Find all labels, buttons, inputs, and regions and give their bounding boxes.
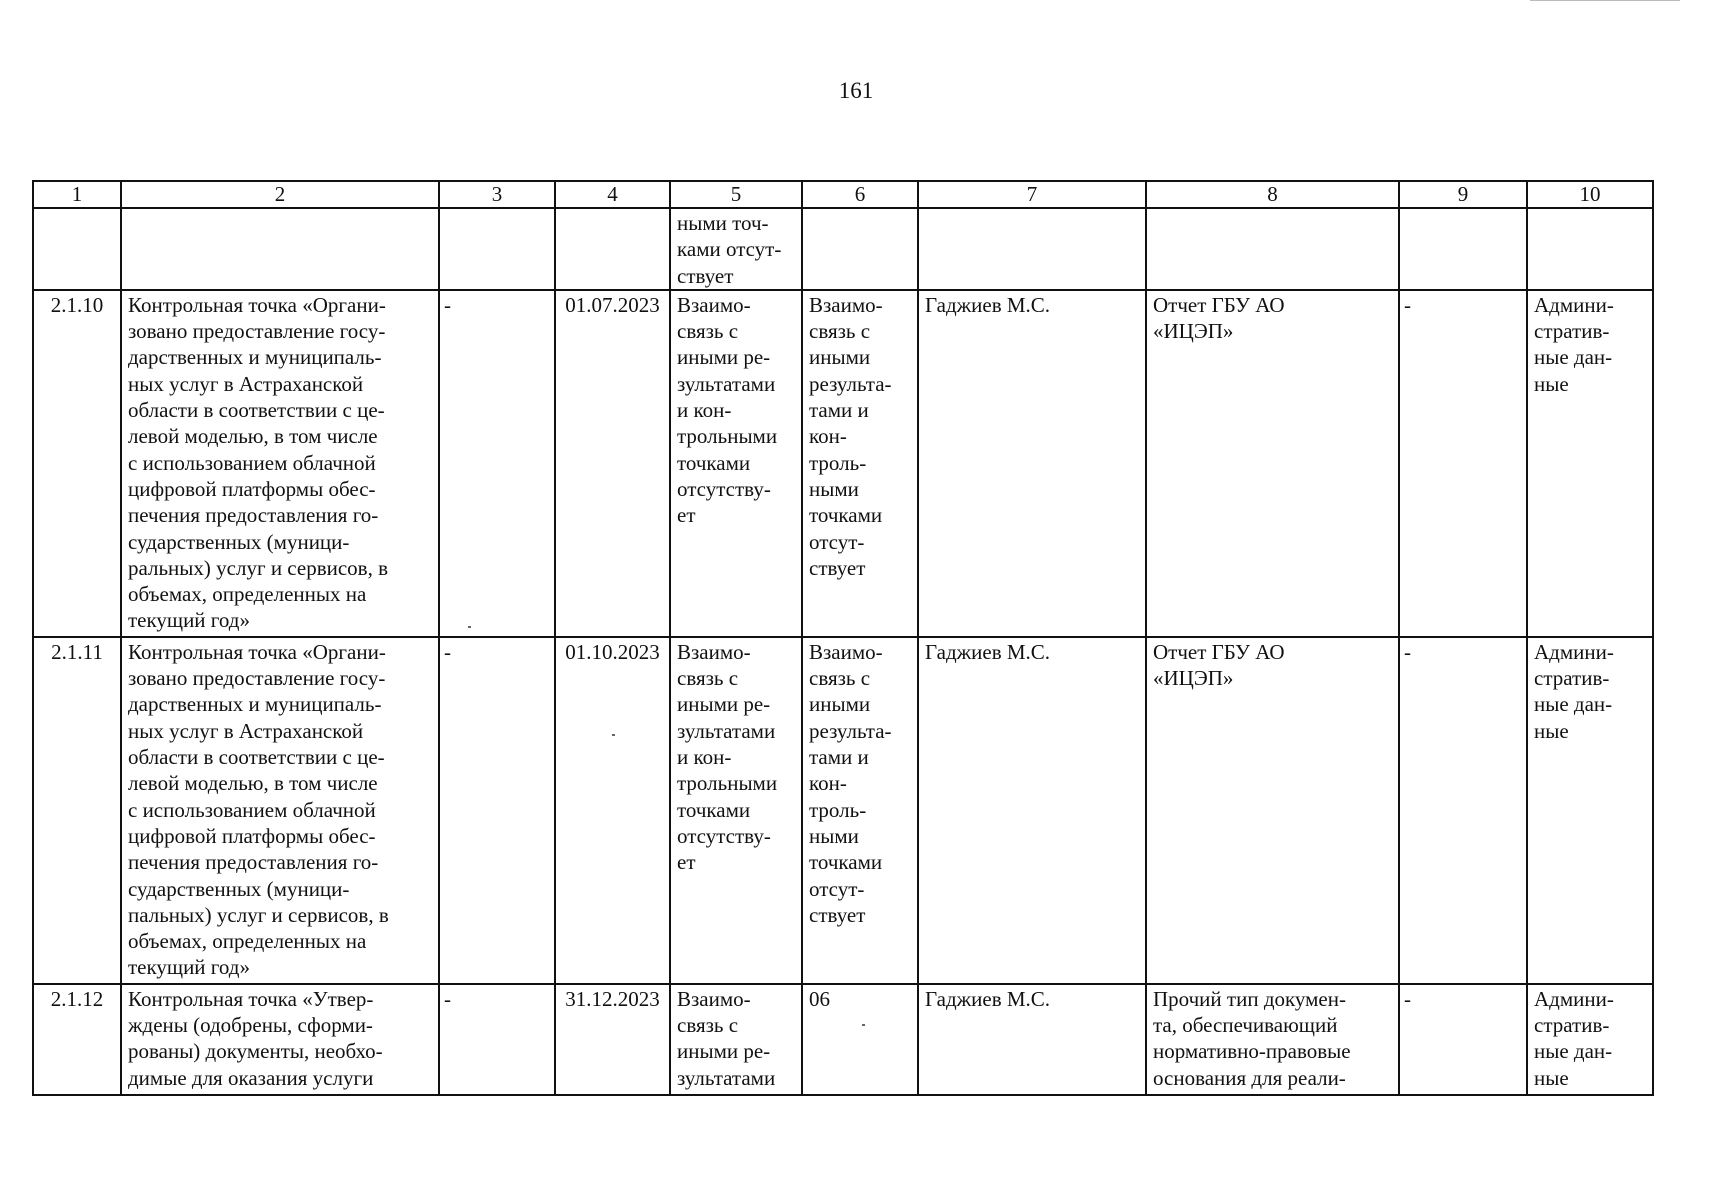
cell-empty xyxy=(439,208,555,290)
cell-col6: Взаимо- связь с иными результа- тами и кон- троль- ными точками отсут- ствует xyxy=(802,290,918,637)
col-header-8: 8 xyxy=(1146,181,1399,208)
cell-empty xyxy=(555,208,670,290)
cell-empty xyxy=(1527,208,1653,290)
cell-relations: Взаимо- связь с иными ре- зультатами xyxy=(670,984,802,1095)
col-header-9: 9 xyxy=(1399,181,1527,208)
table-row xyxy=(33,984,1653,1095)
cell-col9: - xyxy=(1399,290,1527,637)
cell-col3: - xyxy=(439,984,555,1095)
scan-speck xyxy=(468,626,471,628)
cell-name: Контрольная точка «Органи- зовано предоставление госу- дарственных и муниципаль- ных услуг в Астраханской области в соответствии с це- левой моделью, в том числе с использованием облачной цифровой платформы обес- печения предоставления го- сударственных (муници- пальных) услуг и сервисов, в объемах, определенных на текущий год» xyxy=(121,637,439,984)
col-header-5: 5 xyxy=(670,181,802,208)
plan-table xyxy=(32,180,1654,1096)
cell-source: Админи- стратив- ные дан- ные xyxy=(1527,637,1653,984)
cell-responsible: Гаджиев М.С. xyxy=(918,637,1146,984)
header-row xyxy=(33,181,1653,208)
cell-empty xyxy=(121,208,439,290)
col-header-3: 3 xyxy=(439,181,555,208)
col-header-10: 10 xyxy=(1527,181,1653,208)
col-header-1: 1 xyxy=(33,181,121,208)
cell-id: 2.1.12 xyxy=(33,984,121,1095)
scan-speck xyxy=(862,1024,865,1026)
col-header-2: 2 xyxy=(121,181,439,208)
col-header-7: 7 xyxy=(918,181,1146,208)
cell-relations-continued: ными точ- ками отсут- ствует xyxy=(670,208,802,290)
scan-speck xyxy=(612,734,615,736)
cell-document: Отчет ГБУ АО «ИЦЭП» xyxy=(1146,290,1399,637)
cell-responsible: Гаджиев М.С. xyxy=(918,984,1146,1095)
cell-col3: - xyxy=(439,637,555,984)
cell-date: 01.07.2023 xyxy=(555,290,670,637)
cell-name: Контрольная точка «Утвер- ждены (одобрены, сформи- рованы) документы, необхо- димые для оказания услуги xyxy=(121,984,439,1095)
col-header-4: 4 xyxy=(555,181,670,208)
cell-empty xyxy=(1146,208,1399,290)
cell-col3: - xyxy=(439,290,555,637)
cell-date: 31.12.2023 xyxy=(555,984,670,1095)
cell-name: Контрольная точка «Органи- зовано предоставление госу- дарственных и муниципаль- ных услуг в Астраханской области в соответствии с це- левой моделью, в том числе с использованием облачной цифровой платформы обес- печения предоставления го- сударственных (муници- pальных) услуг и сервисов, в объемах, определенных на текущий год» xyxy=(121,290,439,637)
cell-id: 2.1.11 xyxy=(33,637,121,984)
cell-empty xyxy=(1399,208,1527,290)
cell-date: 01.10.2023 xyxy=(555,637,670,984)
top-edge-line xyxy=(1530,0,1680,1)
cell-source: Админи- стратив- ные дан- ные xyxy=(1527,290,1653,637)
cell-col9: - xyxy=(1399,637,1527,984)
cell-empty xyxy=(33,208,121,290)
cell-empty xyxy=(802,208,918,290)
table-row xyxy=(33,637,1653,984)
page-number: 161 xyxy=(838,78,874,103)
cell-id: 2.1.10 xyxy=(33,290,121,637)
cell-col9: - xyxy=(1399,984,1527,1095)
cell-responsible: Гаджиев М.С. xyxy=(918,290,1146,637)
cell-relations: Взаимо- связь с иными ре- зультатами и кон- трольными точками отсутству- ет xyxy=(670,290,802,637)
cell-source: Админи- стратив- ные дан- ные xyxy=(1527,984,1653,1095)
continuation-row xyxy=(33,208,1653,290)
table-row xyxy=(33,290,1653,637)
cell-col6: Взаимо- связь с иными результа- тами и кон- троль- ными точками отсут- ствует xyxy=(802,637,918,984)
cell-col6: 06 xyxy=(802,984,918,1095)
cell-relations: Взаимо- связь с иными ре- зультатами и кон- трольными точками отсутству- ет xyxy=(670,637,802,984)
cell-empty xyxy=(918,208,1146,290)
cell-document: Прочий тип докумен- та, обеспечивающий нормативно-правовые основания для реали- xyxy=(1146,984,1399,1095)
col-header-6: 6 xyxy=(802,181,918,208)
cell-document: Отчет ГБУ АО «ИЦЭП» xyxy=(1146,637,1399,984)
